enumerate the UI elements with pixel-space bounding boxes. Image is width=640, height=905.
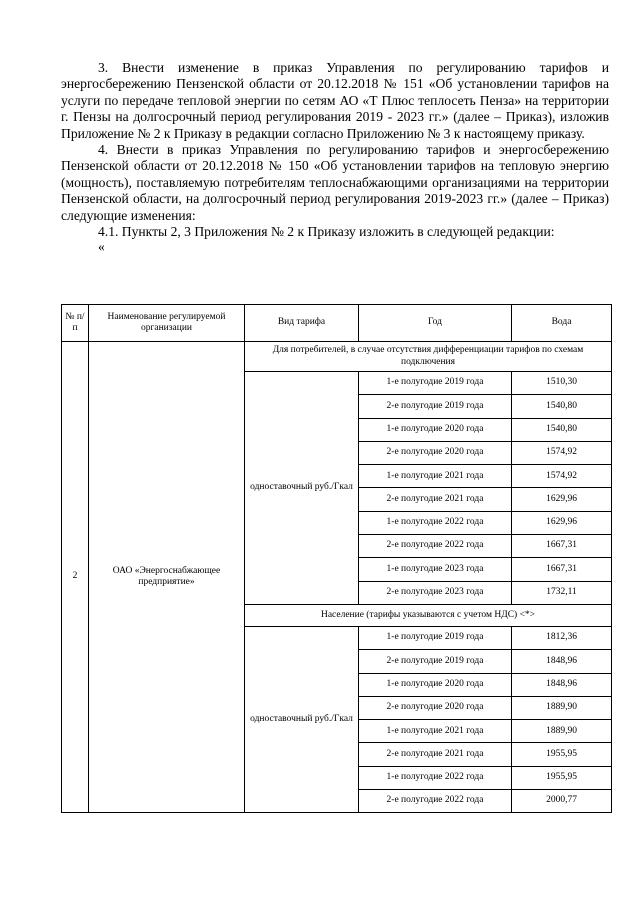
header-organization: Наименование регулируемой организации bbox=[89, 305, 245, 342]
value-cell: 1510,30 bbox=[512, 372, 612, 395]
header-year: Год bbox=[359, 305, 512, 342]
period-cell: 1-е полугодие 2021 года bbox=[359, 720, 512, 743]
period-cell: 1-е полугодие 2023 года bbox=[359, 558, 512, 581]
row-number-cell: 2 bbox=[62, 342, 89, 813]
value-cell: 2000,77 bbox=[512, 790, 612, 813]
value-cell: 1574,92 bbox=[512, 441, 612, 464]
tariff-type-cell: одноставочный руб./Гкал bbox=[245, 372, 359, 605]
value-cell: 1574,92 bbox=[512, 465, 612, 488]
value-cell: 1540,80 bbox=[512, 395, 612, 418]
value-cell: 1667,31 bbox=[512, 558, 612, 581]
tariff-type-cell: одноставочный руб./Гкал bbox=[245, 626, 359, 812]
value-cell: 1667,31 bbox=[512, 535, 612, 558]
period-cell: 2-е полугодие 2023 года bbox=[359, 581, 512, 604]
paragraph-4: 4. Внести в приказ Управления по регулированию тарифов и энергосбережению Пензенской области от 20.12.2018 № 150 «Об установлении тарифов на тепловую энергию (мощность), поставляемую потребителям теплоснабжающими организациями на территории Пензенской области, на долгосрочный период регулирования 2019-2023 гг.» (далее – Приказ) следующие изменения: bbox=[61, 142, 609, 223]
period-cell: 1-е полугодие 2021 года bbox=[359, 465, 512, 488]
period-cell: 1-е полугодие 2020 года bbox=[359, 418, 512, 441]
period-cell: 2-е полугодие 2019 года bbox=[359, 650, 512, 673]
period-cell: 2-е полугодие 2022 года bbox=[359, 535, 512, 558]
table-header-row bbox=[62, 305, 612, 342]
value-cell: 1889,90 bbox=[512, 696, 612, 719]
section-title-row bbox=[62, 342, 612, 372]
period-cell: 2-е полугодие 2022 года bbox=[359, 790, 512, 813]
period-cell: 2-е полугодие 2020 года bbox=[359, 441, 512, 464]
header-number: № п/п bbox=[62, 305, 89, 342]
section-title: Для потребителей, в случае отсутствия дифференциации тарифов по схемам подключения bbox=[245, 342, 612, 372]
organization-cell: ОАО «Энергоснабжающее предприятие» bbox=[89, 342, 245, 813]
value-cell: 1732,11 bbox=[512, 581, 612, 604]
paragraph-4-1: 4.1. Пункты 2, 3 Приложения № 2 к Приказу изложить в следующей редакции: bbox=[98, 224, 555, 240]
period-cell: 1-е полугодие 2019 года bbox=[359, 626, 512, 649]
value-cell: 1955,95 bbox=[512, 766, 612, 789]
value-cell: 1889,90 bbox=[512, 720, 612, 743]
period-cell: 1-е полугодие 2022 года bbox=[359, 766, 512, 789]
period-cell: 1-е полугодие 2020 года bbox=[359, 673, 512, 696]
period-cell: 2-е полугодие 2021 года bbox=[359, 488, 512, 511]
document-body bbox=[61, 60, 609, 254]
period-cell: 1-е полугодие 2022 года bbox=[359, 511, 512, 534]
open-quote: « bbox=[98, 239, 105, 255]
value-cell: 1848,96 bbox=[512, 650, 612, 673]
period-cell: 2-е полугодие 2019 года bbox=[359, 395, 512, 418]
section-title: Население (тарифы указываются с учетом НДС) <*> bbox=[245, 604, 612, 626]
value-cell: 1848,96 bbox=[512, 673, 612, 696]
value-cell: 1629,96 bbox=[512, 488, 612, 511]
value-cell: 1629,96 bbox=[512, 511, 612, 534]
period-cell: 2-е полугодие 2020 года bbox=[359, 696, 512, 719]
period-cell: 2-е полугодие 2021 года bbox=[359, 743, 512, 766]
header-tariff-type: Вид тарифа bbox=[245, 305, 359, 342]
value-cell: 1812,36 bbox=[512, 626, 612, 649]
tariff-table bbox=[61, 304, 612, 813]
value-cell: 1955,95 bbox=[512, 743, 612, 766]
period-cell: 1-е полугодие 2019 года bbox=[359, 372, 512, 395]
header-water: Вода bbox=[512, 305, 612, 342]
paragraph-3: 3. Внести изменение в приказ Управления по регулированию тарифов и энергосбережению Пензенской области от 20.12.2018 № 151 «Об установлении тарифов на услуги по передаче тепловой энергии по сетям АО «Т Плюс теплосеть Пенза» на территории г. Пензы на долгосрочный период регулирования 2019 - 2023 гг.» (далее – Приказ), изложив Приложение № 2 к Приказу в редакции согласно Приложению № 3 к настоящему приказу. bbox=[61, 60, 609, 141]
value-cell: 1540,80 bbox=[512, 418, 612, 441]
